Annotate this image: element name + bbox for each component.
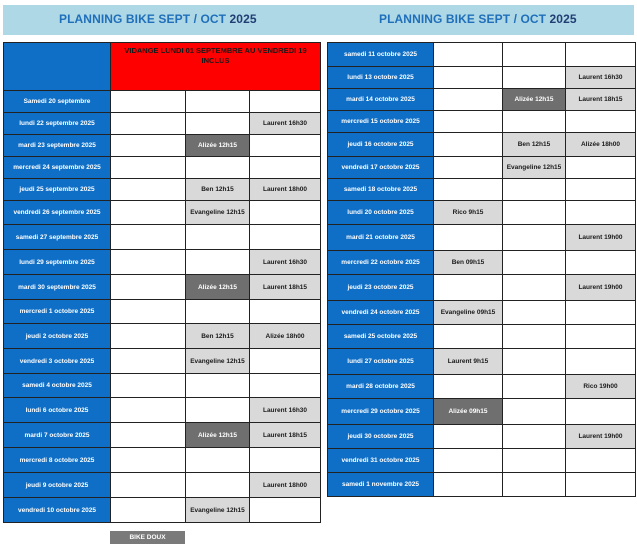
slot-cell: Alizée 12h15	[186, 423, 250, 448]
slot-cell	[503, 201, 566, 225]
table-row	[328, 225, 636, 251]
slot-cell	[111, 275, 186, 300]
date-cell: mardi 28 octobre 2025	[328, 375, 434, 399]
slot-cell	[503, 179, 566, 201]
table-row	[328, 349, 636, 375]
date-cell: mercredi 22 octobre 2025	[328, 251, 434, 275]
table-row	[328, 325, 636, 349]
slot-cell: Laurent 19h00	[566, 425, 636, 449]
date-cell: mercredi 8 octobre 2025	[4, 448, 111, 473]
slot-cell	[111, 473, 186, 498]
date-cell: mardi 23 septembre 2025	[4, 135, 111, 157]
table-row	[328, 473, 636, 497]
table-row	[328, 201, 636, 225]
slot-cell	[250, 135, 321, 157]
slot-cell: Alizée 09h15	[434, 399, 503, 425]
date-cell: jeudi 2 octobre 2025	[4, 324, 111, 349]
slot-cell	[186, 473, 250, 498]
slot-cell: Laurent 18h15	[250, 423, 321, 448]
slot-cell	[566, 399, 636, 425]
slot-cell	[186, 157, 250, 179]
slot-cell	[186, 398, 250, 423]
slot-cell	[566, 111, 636, 133]
slot-cell: Ben 09h15	[434, 251, 503, 275]
date-cell: mardi 21 octobre 2025	[328, 225, 434, 251]
slot-cell: Laurent 19h00	[566, 225, 636, 251]
slot-cell	[250, 349, 321, 374]
slot-cell	[111, 135, 186, 157]
table-row	[4, 113, 321, 135]
slot-cell	[503, 425, 566, 449]
slot-cell	[503, 301, 566, 325]
date-cell: mardi 30 septembre 2025	[4, 275, 111, 300]
slot-cell: Laurent 18h00	[250, 473, 321, 498]
date-cell: jeudi 16 octobre 2025	[328, 133, 434, 157]
date-cell: Samedi 20 septembre	[4, 91, 111, 113]
date-cell: vendredi 10 octobre 2025	[4, 498, 111, 523]
vidange-notice: VIDANGE LUNDI 01 SEPTEMBRE AU VENDREDI 19 INCLUS	[111, 43, 321, 91]
slot-cell	[250, 225, 321, 250]
date-cell: mardi 7 octobre 2025	[4, 423, 111, 448]
slot-cell: Alizée 18h00	[250, 324, 321, 349]
slot-cell	[111, 423, 186, 448]
slot-cell	[434, 89, 503, 111]
slot-cell	[566, 473, 636, 497]
slot-cell	[434, 111, 503, 133]
bike-doux-legend: BIKE DOUX	[110, 531, 185, 544]
date-cell: lundi 13 octobre 2025	[328, 67, 434, 89]
table-row	[4, 473, 321, 498]
date-cell: samedi 11 octobre 2025	[328, 43, 434, 67]
date-cell: vendredi 26 septembre 2025	[4, 201, 111, 225]
date-cell: samedi 18 octobre 2025	[328, 179, 434, 201]
slot-cell	[566, 349, 636, 375]
slot-cell	[111, 179, 186, 201]
slot-cell	[503, 43, 566, 67]
date-cell: mardi 14 octobre 2025	[328, 89, 434, 111]
table-row	[4, 157, 321, 179]
slot-cell	[186, 250, 250, 275]
slot-cell	[434, 225, 503, 251]
slot-cell	[434, 325, 503, 349]
slot-cell: Evangeline 12h15	[503, 157, 566, 179]
slot-cell	[434, 375, 503, 399]
slot-cell	[434, 43, 503, 67]
slot-cell	[566, 157, 636, 179]
slot-cell	[503, 399, 566, 425]
slot-cell	[503, 449, 566, 473]
slot-cell	[434, 425, 503, 449]
slot-cell	[250, 448, 321, 473]
table-row	[328, 251, 636, 275]
table-row	[328, 375, 636, 399]
table-row	[4, 201, 321, 225]
date-cell: mercredi 15 octobre 2025	[328, 111, 434, 133]
slot-cell	[111, 225, 186, 250]
slot-cell	[503, 111, 566, 133]
date-cell: vendredi 17 octobre 2025	[328, 157, 434, 179]
table-row	[328, 275, 636, 301]
schedule-table-left	[3, 42, 321, 523]
slot-cell: Alizée 12h15	[186, 135, 250, 157]
date-cell: mercredi 24 septembre 2025	[4, 157, 111, 179]
slot-cell	[250, 300, 321, 324]
date-cell: samedi 4 octobre 2025	[4, 374, 111, 398]
date-cell: samedi 27 septembre 2025	[4, 225, 111, 250]
slot-cell	[503, 275, 566, 301]
slot-cell: Ben 12h15	[503, 133, 566, 157]
table-header-row	[4, 43, 321, 91]
date-cell: lundi 27 octobre 2025	[328, 349, 434, 375]
slot-cell: Ben 12h15	[186, 324, 250, 349]
slot-cell: Evangeline 12h15	[186, 201, 250, 225]
slot-cell: Laurent 18h15	[566, 89, 636, 111]
table-row	[4, 225, 321, 250]
table-row	[328, 89, 636, 111]
slot-cell	[111, 398, 186, 423]
slot-cell	[566, 179, 636, 201]
slot-cell	[566, 201, 636, 225]
table-row	[4, 250, 321, 275]
slot-cell: Rico 19h00	[566, 375, 636, 399]
slot-cell	[111, 91, 186, 113]
slot-cell: Evangeline 12h15	[186, 349, 250, 374]
slot-cell	[434, 275, 503, 301]
slot-cell: Laurent 9h15	[434, 349, 503, 375]
slot-cell: Evangeline 09h15	[434, 301, 503, 325]
slot-cell	[111, 349, 186, 374]
slot-cell: Evangeline 12h15	[186, 498, 250, 523]
table-row	[328, 43, 636, 67]
slot-cell	[566, 251, 636, 275]
slot-cell	[111, 201, 186, 225]
date-column-header	[4, 43, 111, 91]
date-cell: jeudi 25 septembre 2025	[4, 179, 111, 201]
slot-cell	[503, 375, 566, 399]
slot-cell	[186, 91, 250, 113]
slot-cell	[250, 374, 321, 398]
slot-cell: Rico 9h15	[434, 201, 503, 225]
slot-cell: Laurent 16h30	[566, 67, 636, 89]
slot-cell: Alizée 18h00	[566, 133, 636, 157]
date-cell: jeudi 9 octobre 2025	[4, 473, 111, 498]
slot-cell: Laurent 16h30	[250, 113, 321, 135]
slot-cell	[186, 113, 250, 135]
slot-cell	[434, 473, 503, 497]
slot-cell	[503, 251, 566, 275]
table-row	[4, 448, 321, 473]
date-cell: mercredi 1 octobre 2025	[4, 300, 111, 324]
date-cell: samedi 25 octobre 2025	[328, 325, 434, 349]
schedule-table-right	[327, 42, 636, 497]
table-row	[328, 67, 636, 89]
date-cell: jeudi 30 octobre 2025	[328, 425, 434, 449]
slot-cell	[250, 498, 321, 523]
slot-cell	[434, 67, 503, 89]
date-cell: lundi 6 octobre 2025	[4, 398, 111, 423]
slot-cell: Laurent 16h30	[250, 250, 321, 275]
slot-cell	[111, 300, 186, 324]
date-cell: lundi 29 septembre 2025	[4, 250, 111, 275]
table-row	[328, 111, 636, 133]
slot-cell: Ben 12h15	[186, 179, 250, 201]
slot-cell: Laurent 19h00	[566, 275, 636, 301]
slot-cell	[503, 325, 566, 349]
slot-cell	[503, 473, 566, 497]
table-row	[4, 423, 321, 448]
slot-cell	[250, 201, 321, 225]
table-row	[4, 349, 321, 374]
table-row	[328, 425, 636, 449]
date-cell: jeudi 23 octobre 2025	[328, 275, 434, 301]
slot-cell	[503, 349, 566, 375]
slot-cell	[111, 448, 186, 473]
slot-cell	[111, 324, 186, 349]
slot-cell	[566, 449, 636, 473]
slot-cell	[186, 448, 250, 473]
table-row	[4, 324, 321, 349]
slot-cell	[111, 113, 186, 135]
page-title-right: PLANNING BIKE SEPT / OCT 2025	[379, 12, 577, 26]
table-row	[328, 179, 636, 201]
slot-cell	[503, 225, 566, 251]
slot-cell	[111, 157, 186, 179]
table-row	[328, 157, 636, 179]
date-cell: vendredi 24 octobre 2025	[328, 301, 434, 325]
date-cell: vendredi 3 octobre 2025	[4, 349, 111, 374]
table-row	[4, 135, 321, 157]
table-row	[4, 374, 321, 398]
slot-cell	[186, 225, 250, 250]
slot-cell	[434, 179, 503, 201]
slot-cell	[434, 133, 503, 157]
table-row	[4, 275, 321, 300]
date-cell: lundi 22 septembre 2025	[4, 113, 111, 135]
table-row	[328, 301, 636, 325]
date-cell: samedi 1 novembre 2025	[328, 473, 434, 497]
slot-cell: Laurent 18h00	[250, 179, 321, 201]
slot-cell	[186, 300, 250, 324]
table-row	[4, 91, 321, 113]
slot-cell	[111, 498, 186, 523]
slot-cell	[111, 374, 186, 398]
date-cell: vendredi 31 octobre 2025	[328, 449, 434, 473]
table-row	[4, 398, 321, 423]
table-row	[4, 300, 321, 324]
slot-cell: Alizée 12h15	[186, 275, 250, 300]
page-title-left: PLANNING BIKE SEPT / OCT 2025	[59, 12, 257, 26]
slot-cell	[503, 67, 566, 89]
table-row	[328, 399, 636, 425]
slot-cell	[434, 449, 503, 473]
table-row	[328, 449, 636, 473]
slot-cell	[186, 374, 250, 398]
slot-cell: Laurent 18h15	[250, 275, 321, 300]
slot-cell: Alizée 12h15	[503, 89, 566, 111]
slot-cell	[434, 157, 503, 179]
slot-cell	[566, 325, 636, 349]
slot-cell: Laurent 16h30	[250, 398, 321, 423]
date-cell: mercredi 29 octobre 2025	[328, 399, 434, 425]
slot-cell	[250, 91, 321, 113]
slot-cell	[566, 301, 636, 325]
date-cell: lundi 20 octobre 2025	[328, 201, 434, 225]
slot-cell	[111, 250, 186, 275]
table-row	[4, 179, 321, 201]
slot-cell	[250, 157, 321, 179]
table-row	[328, 133, 636, 157]
slot-cell	[566, 43, 636, 67]
table-row	[4, 498, 321, 523]
